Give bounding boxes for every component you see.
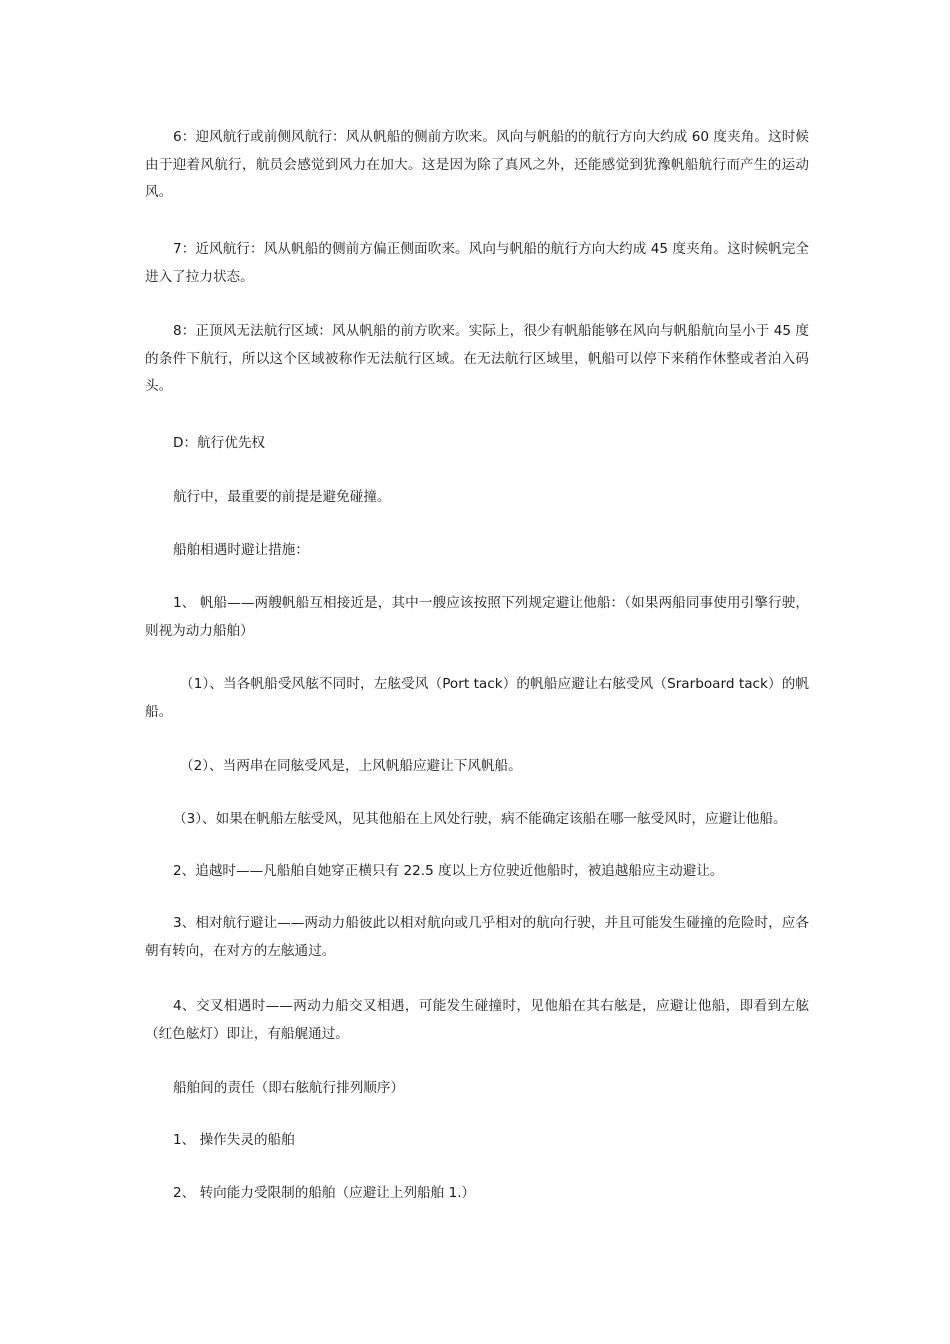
paragraph-vessel-responsibilities: 船舶间的责任（即右舷航行排列顺序） (173, 1080, 405, 1096)
list-item-not-under-command: 1、 操作失灵的船舶 (173, 1132, 295, 1148)
paragraph-rule-uncertain: （3）、如果在帆船左舷受风，见其他船在上风处行驶，病不能确定该船在哪一舷受风时，应避让他船。 (173, 811, 787, 827)
paragraph-rule-tack: （1）、当各帆船受风舷不同时，左舷受风（Port tack）的帆船应避让右舷受风（Srarboard tack）的帆船。 (145, 676, 809, 720)
list-item-restricted-maneuver: 2、 转向能力受限制的船舶（应避让上列船舶 1.） (173, 1185, 476, 1201)
paragraph-avoid-collision: 航行中，最重要的前提是避免碰撞。 (173, 489, 391, 505)
section-heading-right-of-way: D：航行优先权 (173, 435, 266, 451)
paragraph-rule-head-on: 3、相对航行避让——两动力船彼此以相对航向或几乎相对的航向行驶，并且可能发生碰撞的危险时，应各朝有转向，在对方的左舷通过。 (145, 915, 809, 959)
paragraph-rule-windward: （2）、当两串在同舷受风是，上风帆船应避让下风帆船。 (180, 758, 522, 774)
paragraph-avoidance-measures: 船舶相遇时避让措施： (173, 542, 309, 558)
paragraph-no-go-zone: 8：正顶风无法航行区域：风从帆船的前方吹来。实际上，很少有帆船能够在风向与帆船航向呈小于 45 度的条件下航行，所以这个区域被称作无法航行区域。在无法航行区域里，帆船可以停下来稍作休整或者泊入码头。 (145, 323, 809, 394)
paragraph-rule-crossing: 4、交叉相遇时——两动力船交叉相遇，可能发生碰撞时，见他船在其右舷是，应避让他船，即看到左舷（红色舷灯）即让，有船艉通过。 (145, 998, 809, 1042)
paragraph-close-hauled: 6：迎风航行或前侧风航行：风从帆船的侧前方吹来。风向与帆船的的航行方向大约成 60 度夹角。这时候由于迎着风航行，航员会感觉到风力在加大。这是因为除了真风之外，还能感觉到犹豫帆船航行而产生的运动风。 (145, 129, 809, 200)
paragraph-rule-sailboats: 1、 帆船——两艘帆船互相接近是，其中一艘应该按照下列规定避让他船：（如果两船同事使用引擎行驶，则视为动力船舶） (145, 595, 809, 639)
paragraph-rule-overtaking: 2、追越时——凡船舶自她穿正横只有 22.5 度以上方位驶近他船时，被追越船应主动避让。 (173, 863, 724, 879)
paragraph-close-reach: 7：近风航行：风从帆船的侧前方偏正侧面吹来。风向与帆船的航行方向大约成 45 度夹角。这时候帆完全进入了拉力状态。 (145, 241, 809, 285)
